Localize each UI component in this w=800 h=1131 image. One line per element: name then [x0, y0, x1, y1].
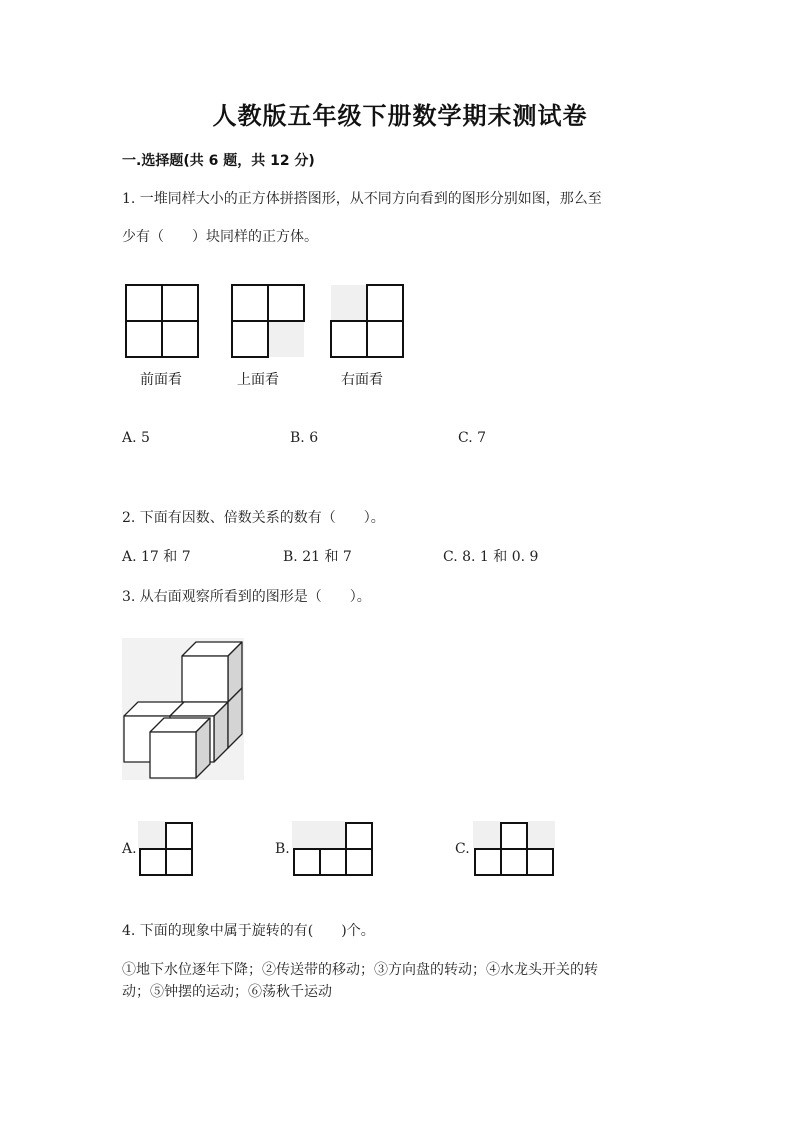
question-2-text: 2. 下面有因数、倍数关系的数有（ ）。	[122, 510, 385, 526]
right-view-figure	[329, 283, 409, 361]
q3-option-b-label[interactable]: B.	[275, 841, 290, 857]
caption-front-view: 前面看	[140, 372, 182, 388]
caption-right-view: 右面看	[341, 372, 383, 388]
cube-stack-figure	[122, 638, 244, 780]
page-title: 人教版五年级下册数学期末测试卷	[212, 102, 588, 130]
q3-option-a-label[interactable]: A.	[122, 841, 137, 857]
question-4-text: 4. 下面的现象中属于旋转的有( )个。	[122, 923, 375, 939]
question-3-text: 3. 从右面观察所看到的图形是（ ）。	[122, 589, 371, 605]
section-heading: 一.选择题(共 6 题，共 12 分)	[122, 153, 315, 169]
q3-option-a-figure[interactable]	[138, 821, 194, 877]
q2-option-a[interactable]: A. 17 和 7	[122, 549, 191, 565]
q3-option-b-figure[interactable]	[292, 821, 374, 877]
q1-option-a[interactable]: A. 5	[122, 430, 150, 446]
question-4-items-line-1: ①地下水位逐年下降；②传送带的移动；③方向盘的转动；④水龙头开关的转	[122, 962, 598, 978]
q3-option-c-figure[interactable]	[473, 821, 555, 877]
q1-option-b[interactable]: B. 6	[290, 430, 319, 446]
q1-option-c[interactable]: C. 7	[458, 430, 487, 446]
question-4-items-line-2: 动；⑤钟摆的运动；⑥荡秋千运动	[122, 984, 332, 1000]
top-view-figure	[230, 283, 308, 361]
q3-option-c-label[interactable]: C.	[455, 841, 470, 857]
question-1-line-2: 少有（ ）块同样的正方体。	[122, 229, 318, 245]
question-1-line-1: 1. 一堆同样大小的正方体拼搭图形，从不同方向看到的图形分别如图，那么至	[122, 191, 602, 207]
q2-option-b[interactable]: B. 21 和 7	[283, 549, 352, 565]
caption-top-view: 上面看	[237, 372, 279, 388]
front-view-figure	[124, 283, 202, 361]
q2-option-c[interactable]: C. 8. 1 和 0. 9	[443, 549, 539, 565]
